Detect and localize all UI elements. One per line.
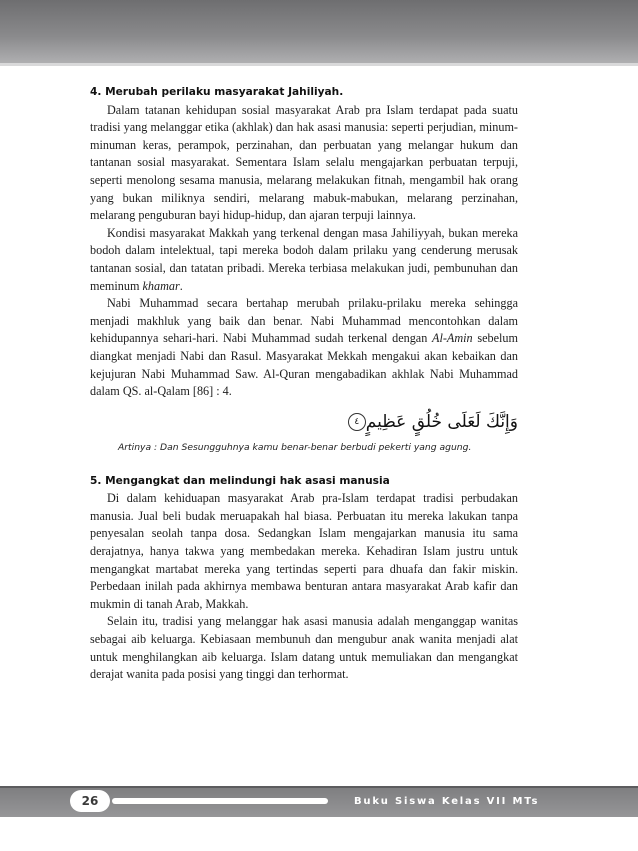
arabic-verse-text: وَإِنَّكَ لَعَلَى خُلُقٍ عَظِيمٍ — [365, 411, 518, 432]
section-4-paragraph-1: Dalam tatanan kehidupan sosial masyarakat Arab pra Islam terdapat pada suatu tradisi yang melanggar etika (akhlak) dan hak asasi manusia: seperti perjudian, minum-minuman keras, perampok, perzinahan, dan perbuatan yang melangar hukum dan tantanan sosial masyarakat. Sementara Islam selalu mengajarkan perbuatan terpuji, seperti menolong sesama manusia, melarang melakukan fitnah, mengambil hak orang yang bukan miliknya sendiri, melarang mabuk-mabukan, melarang perzinahan, melarang penguburan bayi hidup-hidup, dan ajaran terpuji lainnya. — [90, 102, 518, 223]
page-content — [90, 84, 518, 684]
section-4-paragraph-2 — [90, 225, 518, 295]
section-4-paragraph-3 — [90, 295, 518, 401]
section-4-heading: 4. Merubah perilaku masyarakat Jahiliyah. — [90, 86, 344, 98]
header-band — [0, 0, 638, 66]
paragraph-text: Kondisi masyarakat Makkah yang terkenal dengan masa Jahiliyyah, bukan mereka bodoh dalam intelektual, tapi mereka bodoh dalam prilaku yang cenderung merusak tantanan sosial, dan tatatan pribadi. Mereka terbiasa melakukan judi, pembunuhan dan meminum — [90, 225, 518, 293]
italic-term-al-amin: Al-Amin — [432, 331, 473, 346]
section-spacer — [90, 455, 518, 473]
footer-divider-bar — [112, 798, 328, 804]
verse-translation: Artinya : Dan Sesungguhnya kamu benar-benar berbudi pekerti yang agung. — [118, 441, 472, 453]
arabic-verse — [90, 409, 518, 435]
paragraph-text-end: sebelum diangkat menjadi Nabi dan Rasul. Masyarakat Mekkah mengakui akan kebaikan dan kejujuran Nabi Muhammad Saw. Al-Quran mengabadikan akhlak Nabi Muhammad dalam QS. al-Qalam [86] : 4. — [90, 331, 518, 399]
section-5-paragraph-2: Selain itu, tradisi yang melanggar hak asasi manusia adalah menganggap wanitas sebagai aib keluarga. Kebiasaan membunuh dan mengubur anak wanita menjadi alat untuk menghilangkan aib keluarga. Islam datang untuk memuliakan dan mengangkat derajat wanita pada posisi yang tinggi dan terhormat. — [90, 614, 518, 682]
italic-term-khamar: khamar — [142, 278, 180, 293]
page-number: 26 — [70, 790, 110, 812]
ayah-number-marker: ٤ — [348, 413, 366, 431]
section-5-heading: 5. Mengangkat dan melindungi hak asasi manusia — [90, 474, 390, 487]
book-title: Buku Siswa Kelas VII MTs — [354, 796, 540, 807]
section-5-paragraph-1: Di dalam kehiduapan masyarakat Arab pra-Islam terdapat tradisi perbudakan manusia. Jual beli budak meruapakah hal biasa. Perbuatan itu mereka lakukan tanpa penyesalan seolah tanpa dosa. Sedangkan Islam mengajarkan manusia itu sama derajatnya, hanya takwa yang membedakan mereka. Kehadiran Islam justru untuk mengangkat martabat mereka yang tertindas seperti para dhuafa dan fakir miskin. Perbedaan inilah pada akhirnya membawa benturan antara masyarakat Arab kafir dan mukmin di tanah Arab, Makkah. — [90, 491, 518, 611]
footer-band — [0, 786, 638, 817]
paragraph-text-end: . — [179, 278, 183, 293]
paragraph-text: Nabi Muhammad secara bertahap merubah prilaku-prilaku mereka sehingga menjadi makhluk yang baik dan benar. Nabi Muhammad mencontohkan dalam kehidupannya sehari-hari. Nabi Muhammad sudah terkenal dengan — [90, 296, 518, 346]
